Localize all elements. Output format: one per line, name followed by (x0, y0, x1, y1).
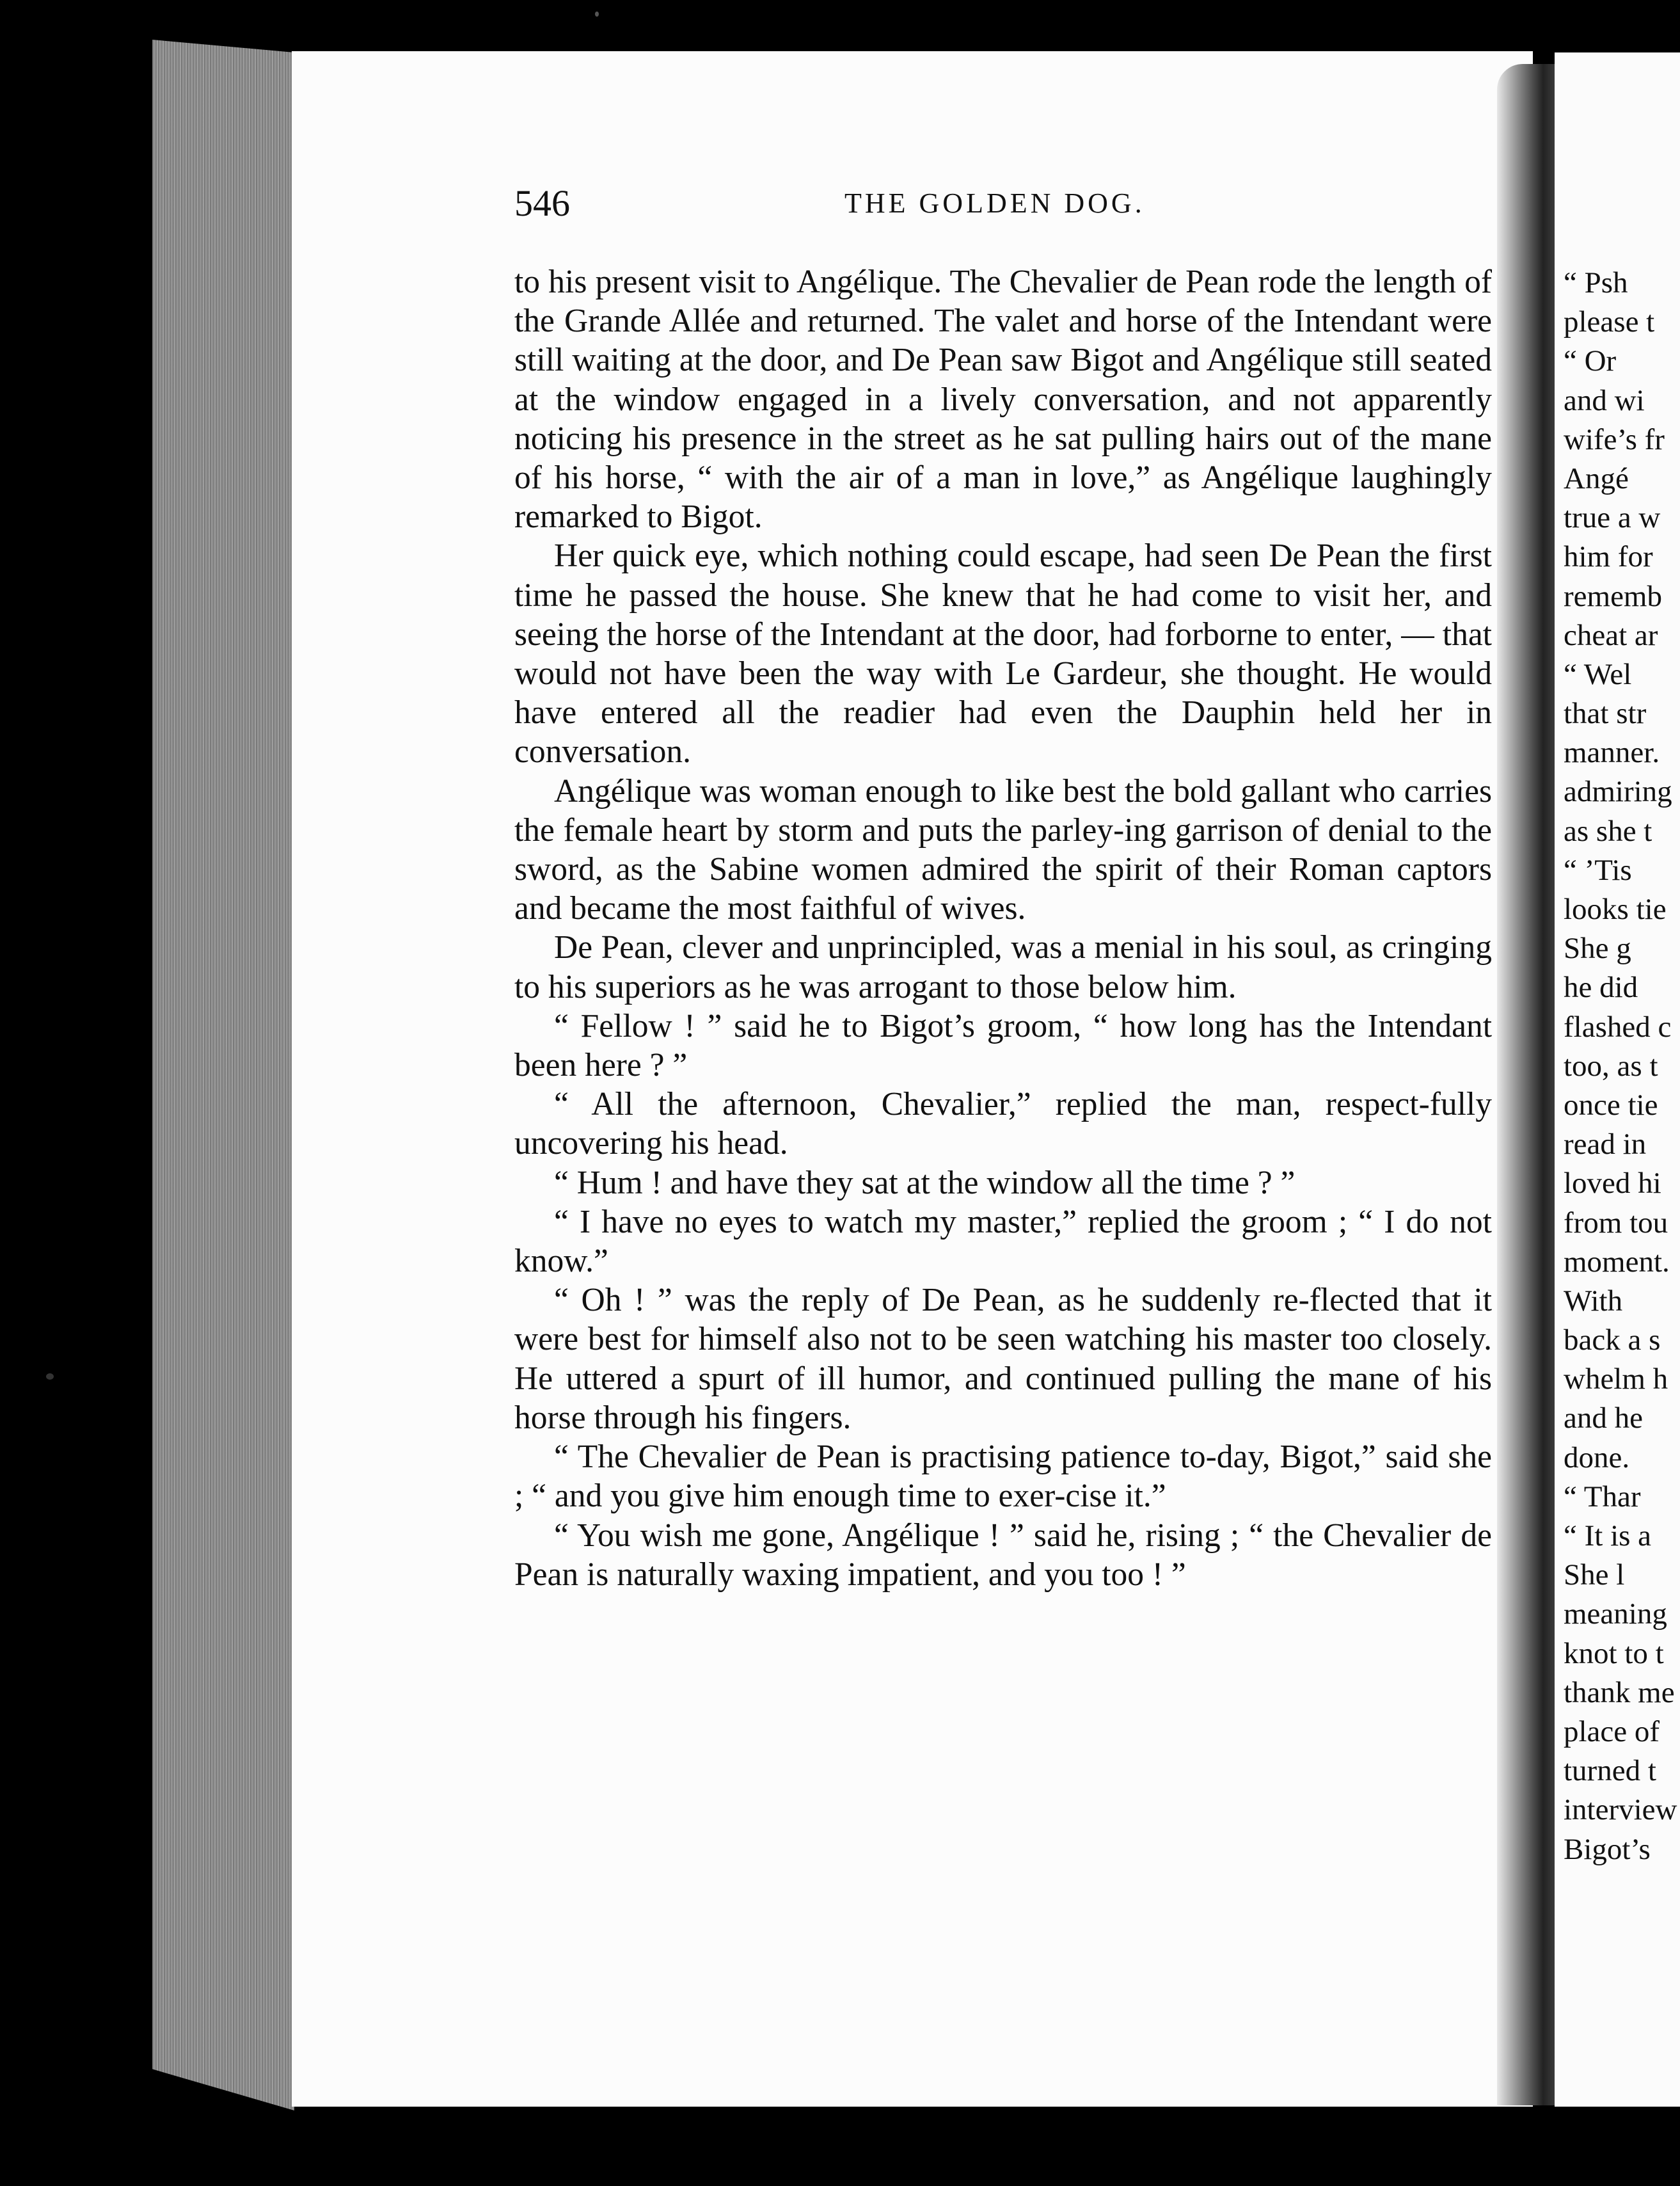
paragraph: De Pean, clever and unprincipled, was a menial in his soul, as cringing to his superiors as he was arrogant to those below him. (514, 929, 1492, 1005)
facing-line: from tou (1564, 1206, 1668, 1240)
facing-line: cheat ar (1564, 618, 1658, 652)
paragraph: Angélique was woman enough to like best the bold gallant who carries the female heart by storm and puts the parley-ing garrison of denial to the sword, as the Sabine women admired the spirit of their Roman captors and became the most faithful of wives. (514, 772, 1492, 927)
facing-line: and he (1564, 1401, 1643, 1435)
facing-line: turned t (1564, 1754, 1656, 1788)
facing-line: “ ’Tis (1564, 853, 1632, 887)
paragraph: to his present visit to Angélique. The Chevalier de Pean rode the length of the Grande Allée and returned. The valet and horse of the Intendant were still waiting at the door, and De Pean saw Bigot and Angélique still seated at the window engaged in a lively conversation, and not apparently noticing his presence in the street as he sat pulling hairs out of the mane of his horse, “ with the air of a man in love,” as Angélique laughingly remarked to Bigot. (514, 264, 1492, 536)
facing-line: “ Wel (1564, 657, 1632, 691)
facing-line: looks tie (1564, 893, 1667, 926)
facing-page-text (1564, 264, 1677, 1869)
facing-line: Bigot’s (1564, 1832, 1651, 1866)
facing-line: too, as t (1564, 1049, 1658, 1083)
paragraph: “ I have no eyes to watch my master,” replied the groom ; “ I do not know.” (514, 1203, 1492, 1280)
facing-line: With (1564, 1284, 1623, 1318)
facing-line: place of (1564, 1714, 1660, 1748)
facing-line: thank me (1564, 1675, 1675, 1709)
paragraph: “ Fellow ! ” said he to Bigot’s groom, “ how long has the Intendant been here ? ” (514, 1007, 1492, 1084)
facing-line: admiring (1564, 775, 1672, 809)
facing-line: knot to t (1564, 1636, 1664, 1670)
facing-line: loved hi (1564, 1167, 1661, 1201)
facing-line: he did (1564, 971, 1638, 1005)
paragraph: “ Oh ! ” was the reply of De Pean, as he suddenly re-flected that it were best for himself also not to be seen watching his master too closely. He uttered a spurt of ill humor, and continued pulling the mane of his horse through his fingers. (514, 1282, 1492, 1436)
facing-line: once tie (1564, 1088, 1658, 1122)
facing-line: “ Psh (1564, 266, 1628, 299)
facing-page (1555, 52, 1680, 2107)
facing-line: flashed c (1564, 1010, 1672, 1044)
scan-speck (46, 1373, 54, 1380)
paragraph: Her quick eye, which nothing could escape, had seen De Pean the first time he passed the house. She knew that he had come to visit her, and seeing the horse of the Intendant at the door, had forborne to enter, — that would not have been the way with Le Gardeur, she thought. He would have entered all the readier had even the Dauphin held her in conversation. (514, 538, 1492, 770)
page-number: 546 (514, 182, 570, 224)
facing-line: whelm h (1564, 1362, 1668, 1396)
paragraph: “ All the afternoon, Chevalier,” replied the man, respect-fully uncovering his head. (514, 1086, 1492, 1162)
facing-line: wife’s fr (1564, 422, 1665, 456)
facing-line: read in (1564, 1128, 1647, 1161)
facing-line: meaning (1564, 1597, 1667, 1631)
facing-line: true a w (1564, 501, 1661, 535)
facing-line: Angé (1564, 461, 1629, 495)
facing-line: “ Or (1564, 344, 1617, 378)
book-gutter (1497, 64, 1555, 2105)
facing-line: “ It is a (1564, 1519, 1652, 1552)
body-text (514, 262, 1492, 1594)
facing-line: interview (1564, 1793, 1677, 1827)
facing-line: moment. (1564, 1245, 1670, 1279)
scan-speck (595, 12, 599, 17)
facing-line: him for (1564, 540, 1653, 574)
paragraph: “ You wish me gone, Angélique ! ” said he, rising ; “ the Chevalier de Pean is naturally waxing impatient, and you too ! ” (514, 1517, 1492, 1593)
facing-line: please t (1564, 305, 1655, 339)
running-head: THE GOLDEN DOG. (844, 187, 1145, 219)
facing-line: as she t (1564, 814, 1652, 848)
paragraph: “ The Chevalier de Pean is practising patience to-day, Bigot,” said she ; “ and you give him enough time to exer-cise it.” (514, 1439, 1492, 1515)
page-edge-stack (152, 40, 294, 2110)
paragraph: “ Hum ! and have they sat at the window all the time ? ” (554, 1164, 1296, 1201)
facing-line: manner. (1564, 736, 1660, 770)
facing-line: done. (1564, 1440, 1630, 1474)
facing-line: that str (1564, 697, 1647, 731)
facing-line: She g (1564, 932, 1631, 966)
facing-line: She l (1564, 1558, 1625, 1592)
facing-line: and wi (1564, 383, 1645, 417)
facing-line: rememb (1564, 579, 1662, 613)
facing-line: back a s (1564, 1323, 1661, 1357)
facing-line: “ Thar (1564, 1480, 1641, 1513)
